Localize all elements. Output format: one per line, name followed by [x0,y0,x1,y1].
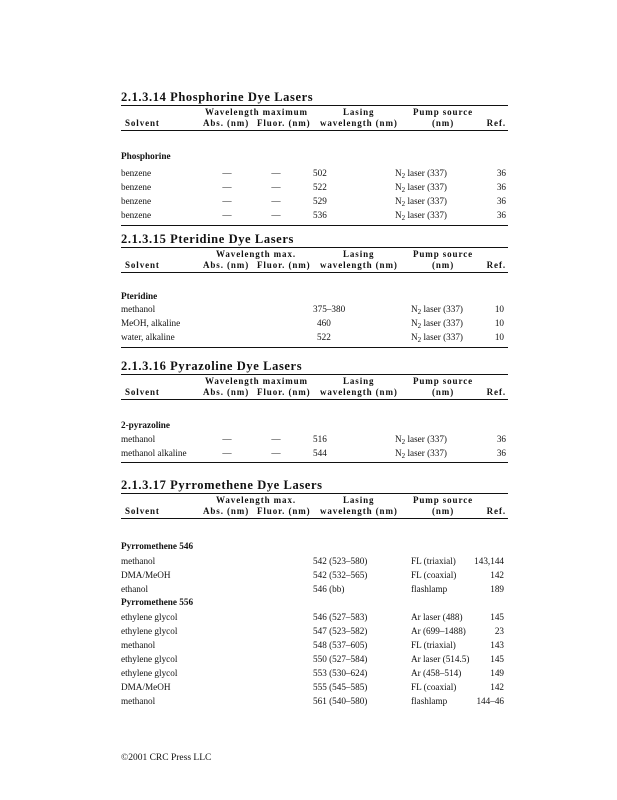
cell-lasing: 536 [313,210,327,220]
table-row [121,667,508,679]
header-fluor: Fluor. (nm) [257,387,311,397]
header-ref: Ref. [486,387,506,397]
cell-pump: Ar laser (488) [411,612,463,622]
header-pump: Pump source [413,249,473,259]
table-row [121,555,508,567]
group-label: Pyrromethene 546 [121,541,194,551]
cell-solvent: ethylene glycol [121,612,178,622]
header-solvent: Solvent [125,387,160,397]
section-title: 2.1.3.14 Phosphorine Dye Lasers [121,90,314,104]
cell-solvent: ethanol [121,584,149,594]
cell-solvent: ethylene glycol [121,668,178,678]
cell-ref: 143,144 [474,556,504,566]
cell-pump: $N_2$ laser (337) [411,332,463,344]
header-pump: Pump source [413,495,473,505]
table-row [121,611,508,623]
header-lasing-wl: wavelength (nm) [320,260,398,270]
table-row [121,569,508,581]
cell-fluor: — [271,210,281,220]
cell-solvent: methanol [121,696,156,706]
table-row [121,681,508,693]
cell-abs: — [222,210,232,220]
cell-solvent: methanol [121,640,156,650]
section-pyrromethene [121,478,508,719]
cell-pump: Ar (699–1488) [411,626,466,636]
cell-pump: Ar laser (514.5) [411,654,470,664]
section-phosphorine [121,90,508,226]
cell-lasing: 548 (537–605) [313,640,368,650]
cell-ref: 189 [490,584,504,594]
header-wavelength: Wavelength maximum [205,107,308,117]
cell-lasing: 522 [313,182,327,192]
cell-fluor: — [271,168,281,178]
cell-abs: — [222,196,232,206]
bottom-rule [121,347,508,348]
cell-pump: $N_2$ laser (337) [395,182,447,194]
cell-pump: $N_2$ laser (337) [395,448,447,460]
header-lasing-wl: wavelength (nm) [320,506,398,516]
header-pump-nm: (nm) [432,387,455,397]
header-fluor: Fluor. (nm) [257,260,311,270]
cell-ref: 142 [490,570,504,580]
table-header [121,375,508,399]
table-header [121,248,508,272]
cell-solvent: methanol [121,304,156,314]
cell-abs: — [222,448,232,458]
copyright-footer: ©2001 CRC Press LLC [121,753,212,763]
cell-lasing: 555 (545–585) [313,682,368,692]
header-abs: Abs. (nm) [203,118,250,128]
header-ref: Ref. [486,260,506,270]
table-row [121,181,508,193]
cell-lasing: 542 (523–580) [313,556,368,566]
header-fluor: Fluor. (nm) [257,118,311,128]
table-row [121,317,508,329]
cell-fluor: — [271,196,281,206]
cell-lasing: 460 [317,318,331,328]
header-wavelength: Wavelength max. [216,249,296,259]
table-row [121,331,508,343]
header-lasing: Lasing [343,495,375,505]
cell-ref: 142 [490,682,504,692]
cell-pump: $N_2$ laser (337) [395,434,447,446]
header-lasing: Lasing [343,107,375,117]
cell-pump: FL (triaxial) [411,556,456,566]
cell-pump: $N_2$ laser (337) [395,210,447,222]
table-row [121,583,508,595]
header-lasing-wl: wavelength (nm) [320,387,398,397]
section-title: 2.1.3.15 Pteridine Dye Lasers [121,232,294,246]
table-row [121,625,508,637]
cell-pump: FL (triaxial) [411,640,456,650]
cell-ref: 143 [490,640,504,650]
header-pump: Pump source [413,376,473,386]
header-lasing: Lasing [343,249,375,259]
cell-ref: 145 [490,654,504,664]
table-header [121,494,508,518]
cell-abs: — [222,168,232,178]
cell-fluor: — [271,448,281,458]
cell-pump: FL (coaxial) [411,570,457,580]
cell-fluor: — [271,434,281,444]
table-body [121,131,508,221]
header-ref: Ref. [486,506,506,516]
cell-pump: flashlamp [411,696,448,706]
cell-pump: FL (coaxial) [411,682,457,692]
table-row [121,167,508,179]
cell-pump: Ar (458–514) [411,668,462,678]
header-wavelength: Wavelength max. [216,495,296,505]
cell-solvent: methanol [121,556,156,566]
table-row [121,653,508,665]
group-label: 2-pyrazoline [121,420,170,430]
cell-ref: 10 [494,304,504,314]
cell-fluor: — [271,182,281,192]
header-wavelength: Wavelength maximum [205,376,308,386]
cell-solvent: DMA/MeOH [121,570,171,580]
bottom-rule [121,462,508,463]
cell-solvent: benzene [121,210,152,220]
cell-lasing: 550 (527–584) [313,654,368,664]
cell-solvent: benzene [121,168,152,178]
bottom-rule [121,225,508,226]
cell-abs: — [222,182,232,192]
cell-solvent: methanol [121,434,156,444]
cell-ref: 36 [496,434,506,444]
cell-solvent: ethylene glycol [121,654,178,664]
section-title: 2.1.3.16 Pyrazoline Dye Lasers [121,359,303,373]
cell-lasing: 546 (527–583) [313,612,368,622]
cell-lasing: 561 (540–580) [313,696,368,706]
cell-ref: 23 [494,626,504,636]
header-pump-nm: (nm) [432,506,455,516]
table-row [121,639,508,651]
group-label: Phosphorine [121,151,171,161]
header-pump-nm: (nm) [432,260,455,270]
header-abs: Abs. (nm) [203,506,250,516]
header-pump: Pump source [413,107,473,117]
cell-solvent: ethylene glycol [121,626,178,636]
cell-ref: 36 [496,196,506,206]
cell-solvent: methanol alkaline [121,448,187,458]
section-pyrazoline [121,359,508,463]
table-body [121,273,508,343]
cell-ref: 145 [490,612,504,622]
cell-solvent: water, alkaline [121,332,175,342]
cell-ref: 10 [494,318,504,328]
header-fluor: Fluor. (nm) [257,506,311,516]
cell-solvent: benzene [121,182,152,192]
table-row [121,195,508,207]
table-body [121,400,508,458]
cell-pump: $N_2$ laser (337) [395,168,447,180]
cell-lasing: 546 (bb) [313,584,345,594]
table-body [121,519,508,719]
table-header [121,106,508,130]
header-lasing: Lasing [343,376,375,386]
table-row [121,303,508,315]
cell-ref: 149 [490,668,504,678]
header-lasing-wl: wavelength (nm) [320,118,398,128]
cell-lasing: 522 [317,332,331,342]
cell-solvent: MeOH, alkaline [121,318,181,328]
table-row [121,695,508,707]
header-solvent: Solvent [125,260,160,270]
cell-pump: $N_2$ laser (337) [395,196,447,208]
cell-lasing: 547 (523–582) [313,626,368,636]
header-abs: Abs. (nm) [203,387,250,397]
header-ref: Ref. [486,118,506,128]
cell-pump: $N_2$ laser (337) [411,318,463,330]
section-pteridine [121,232,508,348]
cell-ref: 36 [496,168,506,178]
cell-lasing: 516 [313,434,327,444]
cell-pump: $N_2$ laser (337) [411,304,463,316]
cell-pump: flashlamp [411,584,448,594]
group-label: Pteridine [121,291,158,301]
cell-ref: 144–46 [476,696,504,706]
cell-ref: 10 [494,332,504,342]
cell-lasing: 529 [313,196,327,206]
header-pump-nm: (nm) [432,118,455,128]
cell-lasing: 553 (530–624) [313,668,368,678]
section-title: 2.1.3.17 Pyrromethene Dye Lasers [121,478,323,492]
cell-solvent: benzene [121,196,152,206]
table-row [121,209,508,221]
cell-lasing: 375–380 [313,304,346,314]
table-row [121,433,508,445]
header-solvent: Solvent [125,118,160,128]
cell-lasing: 542 (532–565) [313,570,368,580]
table-row [121,447,508,459]
cell-lasing: 502 [313,168,327,178]
cell-ref: 36 [496,210,506,220]
cell-solvent: DMA/MeOH [121,682,171,692]
cell-abs: — [222,434,232,444]
cell-lasing: 544 [313,448,327,458]
cell-ref: 36 [496,448,506,458]
header-solvent: Solvent [125,506,160,516]
group-label: Pyrromethene 556 [121,597,194,607]
header-abs: Abs. (nm) [203,260,250,270]
cell-ref: 36 [496,182,506,192]
